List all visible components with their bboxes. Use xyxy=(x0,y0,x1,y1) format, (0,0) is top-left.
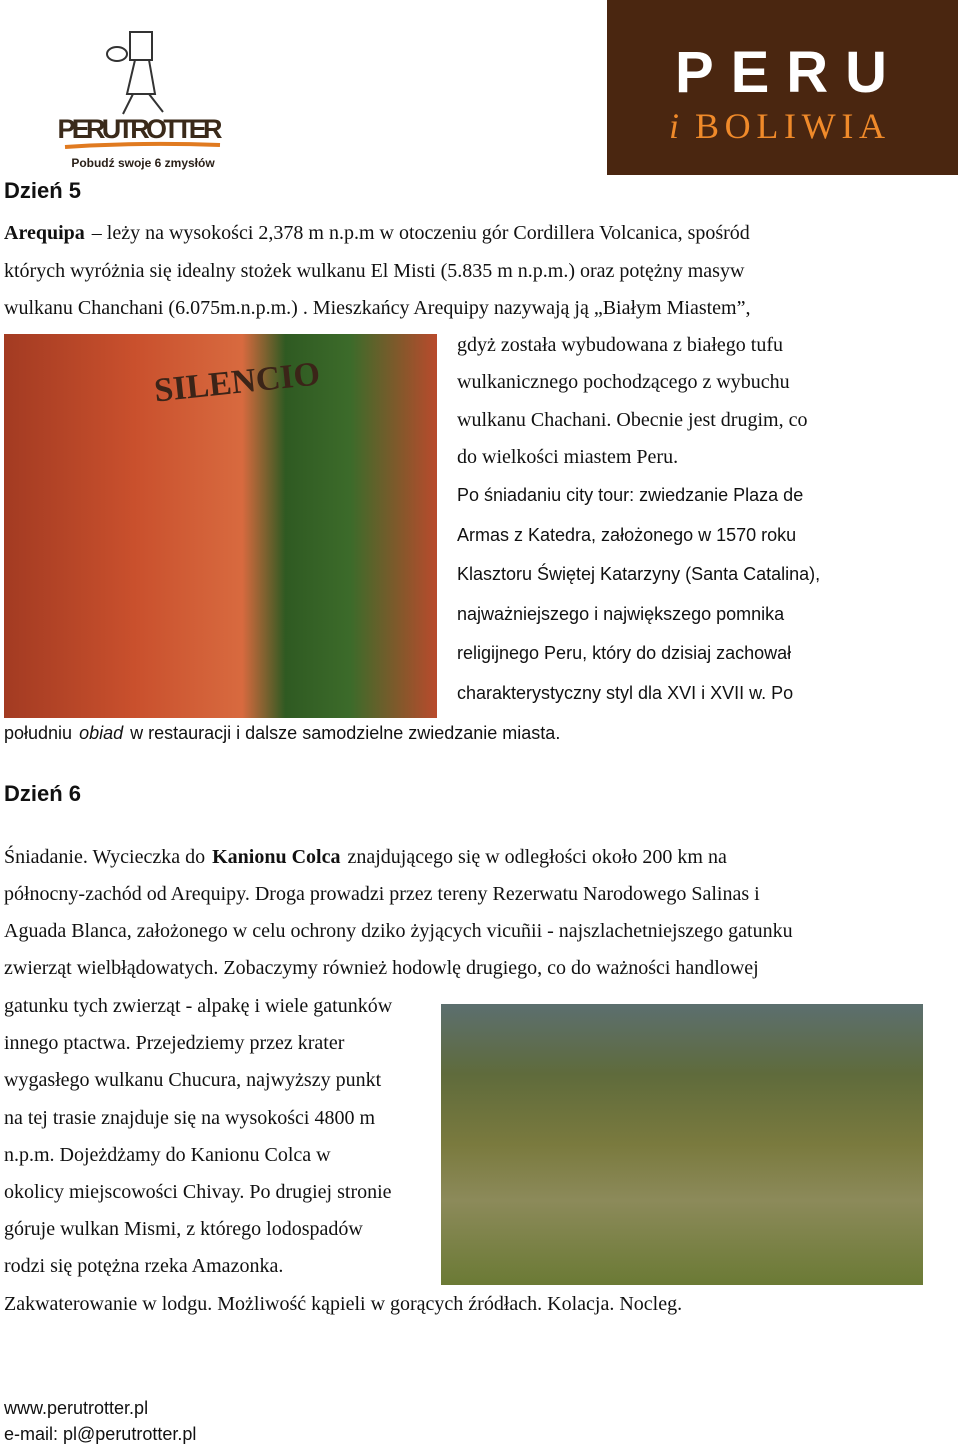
day6-line: zwierząt wielbłądowatych. Zobaczymy również hodowlę drugiego, co do ważności handlowej xyxy=(4,957,759,979)
day6-heading: Dzień 6 xyxy=(4,781,82,806)
day5-line: wulkanu Chachani. Obecnie jest drugim, co xyxy=(457,409,808,431)
day5-line: wulkanicznego pochodzącego z wybuchu xyxy=(457,371,790,393)
day6-line-text: Śniadanie. Wycieczka do xyxy=(4,846,211,868)
perutrotter-logo xyxy=(55,22,225,172)
silencio-sign: SILENCIO xyxy=(152,355,322,410)
day5-line: religijnego Peru, który do dzisiaj zachował xyxy=(457,643,792,663)
day5-line xyxy=(4,221,752,245)
footer-email-link[interactable]: e-mail: pl@perutrotter.pl xyxy=(4,1424,197,1444)
day6-line: góruje wulkan Mismi, z którego lodospadów xyxy=(4,1218,363,1240)
trotter-figure-icon xyxy=(55,22,225,172)
day5-line: charakterystyczny styl dla XVI i XVII w. Po xyxy=(457,683,794,703)
day6-line: wygasłego wulkanu Chucura, najwyższy punkt xyxy=(4,1069,382,1091)
kanion-colca-bold: Kanionu Colca xyxy=(212,846,341,868)
day5-line: Po śniadaniu city tour: zwiedzanie Plaza de xyxy=(457,485,804,505)
day6-line: gatunku tych zwierząt - alpakę i wiele gatunków xyxy=(4,995,393,1017)
day5-line: Armas z Katedra, założonego w 1570 roku xyxy=(457,525,797,545)
day5-line: do wielkości miastem Peru. xyxy=(457,446,679,468)
logo-i: i xyxy=(669,106,680,146)
day6-line: północny-zachód od Arequipy. Droga prowadzi przez tereny Rezerwatu Narodowego Salinas i xyxy=(4,883,760,905)
day6-line: na tej trasie znajduje się na wysokości 4800 m xyxy=(4,1107,376,1129)
day5-line: najważniejszego i największego pomnika xyxy=(457,604,785,624)
day6-line-text: znajdującego się w odległości około 200 km na xyxy=(342,846,727,868)
day6-line: Zakwaterowanie w lodgu. Możliwość kąpieli w gorących źródłach. Kolacja. Nocleg. xyxy=(4,1293,683,1315)
logo-peru: PERU xyxy=(675,40,887,105)
day6-line: okolicy miejscowości Chivay. Po drugiej stronie xyxy=(4,1181,392,1203)
day5-line-text: – leży na wysokości 2,378 m n.p.m w otoczeniu gór Cordillera Volcanica, spośród xyxy=(86,222,750,244)
logo-name: PERUTROTTER xyxy=(57,114,223,144)
peru-boliwia-logo xyxy=(607,0,958,175)
day6-line: innego ptactwa. Przejedziemy przez krater xyxy=(4,1032,345,1054)
day6-line: n.p.m. Dojeżdżamy do Kanionu Colca w xyxy=(4,1144,331,1166)
day5-heading: Dzień 5 xyxy=(4,178,82,203)
day5-line-text: południu xyxy=(4,723,78,743)
logo-tagline: Pobudź swoje 6 zmysłów xyxy=(71,156,215,170)
colca-canyon-photo xyxy=(441,1004,923,1285)
logo-boliwia: BOLIWIA xyxy=(695,106,885,146)
day6-line xyxy=(4,845,729,869)
santa-catalina-photo xyxy=(4,334,437,718)
day5-line xyxy=(4,721,562,745)
day5-line: Klasztoru Świętej Katarzyny (Santa Catalina), xyxy=(457,564,821,584)
obiad-italic: obiad xyxy=(79,723,124,743)
arequipa-bold: Arequipa xyxy=(4,222,85,244)
day5-line: których wyróżnia się idealny stożek wulkanu El Misti (5.835 m n.p.m.) oraz potężny masyw xyxy=(4,260,745,282)
day6-line: rodzi się potężna rzeka Amazonka. xyxy=(4,1255,284,1277)
day6-line: Aguada Blanca, założonego w celu ochrony dziko żyjących vicuñii - najszlachetniejszego gatunku xyxy=(4,920,793,942)
day5-line: wulkanu Chanchani (6.075m.n.p.m.) . Mieszkańcy Arequipy nazywają ją „Białym Miastem”, xyxy=(4,297,751,319)
footer-website-link[interactable]: www.perutrotter.pl xyxy=(4,1398,149,1418)
day5-line: gdyż została wybudowana z białego tufu xyxy=(457,334,784,356)
day5-line-text: w restauracji i dalsze samodzielne zwiedzanie miasta. xyxy=(125,723,561,743)
